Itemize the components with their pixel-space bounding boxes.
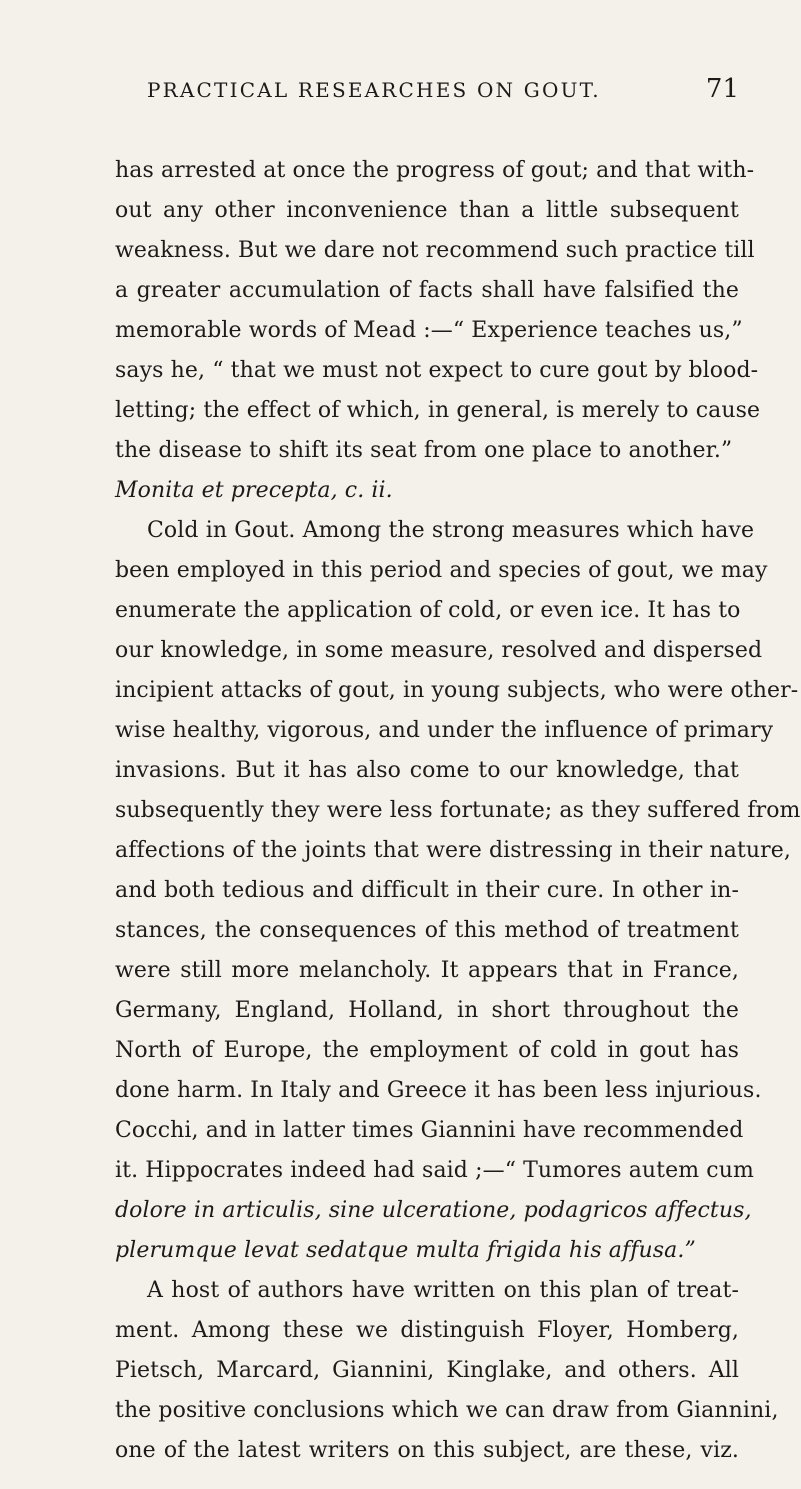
text-line: our knowledge, in some measure, resolved and dispersed xyxy=(115,638,763,663)
text-line: enumerate the application of cold, or even ice. It has to xyxy=(115,598,741,623)
text-line: has arrested at once the progress of gout; and that with- xyxy=(115,158,755,183)
text-line: were still more melancholy. It appears that in France, xyxy=(115,958,739,983)
text-line: out any other inconvenience than a little subsequent xyxy=(115,198,739,223)
text-line: stances, the consequences of this method of treatment xyxy=(115,918,739,943)
running-head xyxy=(147,74,739,114)
page-number: 71 xyxy=(705,74,739,104)
text-line: Cocchi, and in latter times Giannini have recommended xyxy=(115,1118,744,1143)
text-line: letting; the effect of which, in general, is merely to cause xyxy=(115,398,761,423)
text-line: affections of the joints that were distressing in their nature, xyxy=(115,838,791,863)
text-line: says he, “ that we must not expect to cure gout by blood- xyxy=(115,358,759,383)
text-line: subsequently they were less fortunate; as they suffered from xyxy=(115,798,801,823)
text-line: invasions. But it has also come to our knowledge, that xyxy=(115,758,739,783)
running-title: PRACTICAL RESEARCHES ON GOUT. xyxy=(147,78,601,102)
text-line: Pietsch, Marcard, Giannini, Kinglake, and others. All xyxy=(115,1358,739,1383)
text-line: the positive conclusions which we can draw from Giannini, xyxy=(115,1398,779,1423)
text-line: done harm. In Italy and Greece it has been less injurious. xyxy=(115,1078,762,1103)
text-line: plerumque levat sedatque multa frigida his affusa.” xyxy=(115,1238,696,1263)
text-line: a greater accumulation of facts shall have falsified the xyxy=(115,278,739,303)
text-line: North of Europe, the employment of cold in gout has xyxy=(115,1038,739,1063)
text-line: the disease to shift its seat from one place to another.” xyxy=(115,438,733,463)
text-line: memorable words of Mead :—“ Experience teaches us,” xyxy=(115,318,743,343)
text-line: dolore in articulis, sine ulceratione, podagricos affectus, xyxy=(115,1198,752,1223)
text-line: Monita et precepta, c. ii. xyxy=(115,478,393,503)
text-line: one of the latest writers on this subject, are these, viz. xyxy=(115,1438,739,1463)
text-line: and both tedious and difficult in their cure. In other in- xyxy=(115,878,739,903)
text-line: incipient attacks of gout, in young subjects, who were other- xyxy=(115,678,799,703)
text-line: ment. Among these we distinguish Floyer, Homberg, xyxy=(115,1318,739,1343)
text-line: Germany, England, Holland, in short throughout the xyxy=(115,998,739,1023)
text-line: Cold in Gout. Among the strong measures which have xyxy=(147,518,755,543)
text-line: A host of authors have written on this plan of treat- xyxy=(147,1278,739,1303)
text-line: wise healthy, vigorous, and under the influence of primary xyxy=(115,718,774,743)
text-line: it. Hippocrates indeed had said ;—“ Tumores autem cum xyxy=(115,1158,754,1183)
text-line: weakness. But we dare not recommend such practice till xyxy=(115,238,755,263)
text-line: been employed in this period and species of gout, we may xyxy=(115,558,768,583)
